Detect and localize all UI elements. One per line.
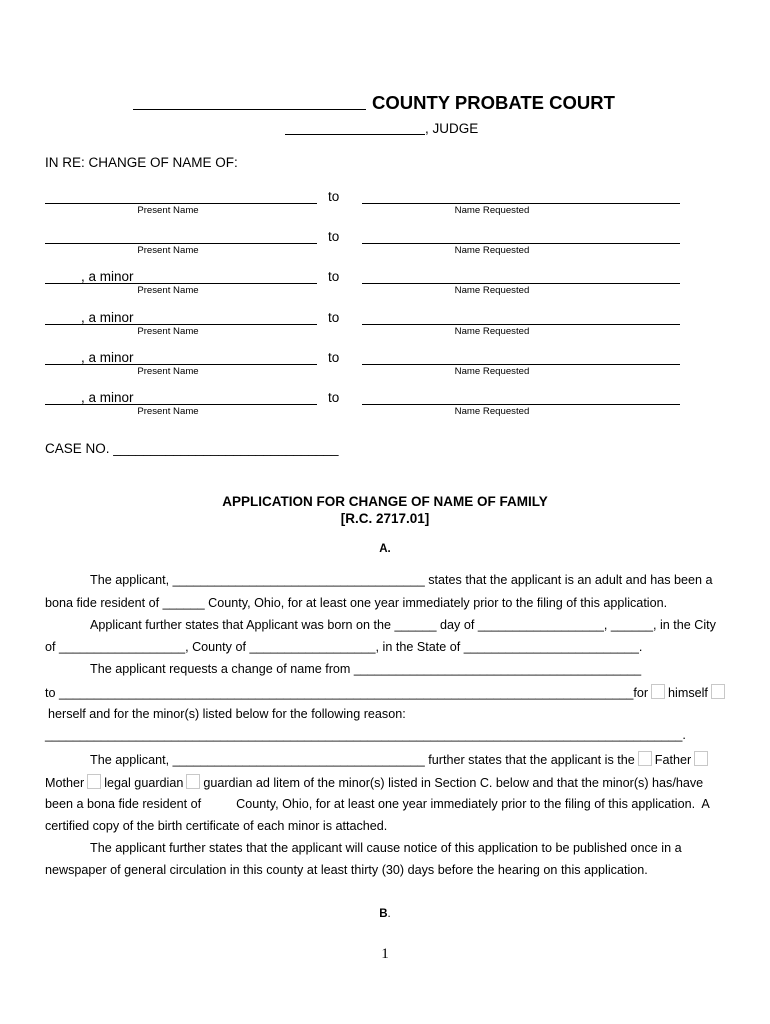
minor-prefix: , a minor [81, 269, 134, 285]
judge-label: , JUDGE [425, 121, 479, 136]
present-name-caption: Present Name [137, 285, 199, 297]
present-name-caption: Present Name [137, 325, 199, 337]
minor-prefix: , a minor [81, 309, 134, 325]
requested-name-caption: Name Requested [454, 205, 530, 216]
to-label: to [328, 229, 340, 245]
checkbox-legal-guardian[interactable] [87, 774, 101, 789]
checkbox-mother[interactable] [694, 751, 708, 766]
para-a-line-5: The applicant requests a change of name from _________________________________________ [90, 662, 642, 676]
to-label: to [328, 269, 340, 285]
requested-name-line[interactable] [362, 243, 680, 244]
requested-name-caption: Name Requested [454, 365, 530, 377]
present-name-caption: Present Name [137, 365, 199, 377]
checkbox-father[interactable] [638, 751, 652, 766]
court-title: COUNTY PROBATE COURT [372, 92, 615, 113]
para-a-line-11: been a bona fide resident of County, Ohio, for at least one year immediately prior to the filing of this application. A [45, 797, 710, 811]
himself-label: himself [668, 686, 708, 700]
statute-reference: [R.C. 2717.01] [340, 511, 430, 526]
present-name-line[interactable] [45, 243, 317, 244]
requested-name-line[interactable] [362, 404, 680, 405]
reason-line: ___________________________________________________________________________________________. [45, 728, 686, 742]
para-a-line-4: of __________________, County of __________________, in the State of _________________________. [45, 640, 643, 654]
in-re-heading: IN RE: CHANGE OF NAME OF: [45, 155, 238, 170]
present-name-caption: Present Name [137, 205, 199, 216]
judge-blank[interactable] [285, 134, 425, 135]
mother-label: Mother [45, 776, 85, 790]
para-a-line-14: newspaper of general circulation in this county at least thirty (30) days before the hearing on this application. [45, 863, 648, 877]
section-a-label: A. [379, 543, 391, 555]
checkbox-for[interactable] [651, 684, 665, 699]
minor-prefix: , a minor [81, 349, 134, 365]
para-a-line-6 [45, 684, 728, 700]
para-a-line-2: bona fide resident of ______ County, Ohio, for at least one year immediately prior to the filing of this application. [45, 596, 668, 610]
requested-name-caption: Name Requested [454, 245, 530, 257]
requested-name-line: to __________________________________________________________________________________for [45, 686, 649, 700]
para-a-line-13: The applicant further states that the applicant will cause notice of this application to be published once in a [90, 841, 682, 855]
para-a-line-3: Applicant further states that Applicant was born on the ______ day of __________________, ______, in the City [90, 618, 716, 632]
to-label: to [328, 309, 340, 325]
county-blank[interactable] [133, 109, 366, 110]
legal-guardian-label: legal guardian [104, 776, 184, 790]
checkbox-guardian-ad-litem[interactable] [186, 774, 200, 789]
section-b-label [0, 908, 770, 920]
checkbox-himself[interactable] [711, 684, 725, 699]
requested-name-caption: Name Requested [454, 406, 530, 417]
minor-prefix: , a minor [81, 390, 134, 405]
requested-name-line[interactable] [362, 203, 680, 204]
page-number: 1 [381, 946, 389, 962]
present-name-line[interactable] [45, 203, 317, 204]
father-label: Father [654, 753, 692, 767]
section-b-letter: B [379, 908, 388, 920]
requested-name-line[interactable] [362, 283, 680, 284]
to-label: to [328, 189, 340, 204]
to-label: to [328, 390, 340, 405]
requested-name-caption: Name Requested [454, 285, 530, 297]
section-b-dot: . [387, 908, 391, 920]
present-name-caption: Present Name [137, 245, 199, 257]
applicant-relation-text: The applicant, ____________________________________ further states that the applicant is the [90, 753, 635, 767]
requested-name-caption: Name Requested [454, 325, 530, 337]
para-a-line-12: certified copy of the birth certificate of each minor is attached. [45, 819, 388, 833]
to-label: to [328, 349, 340, 365]
guardian-ad-litem-text: guardian ad litem of the minor(s) listed in Section C. below and that the minor(s) has/have [203, 776, 704, 790]
case-number: CASE NO. ______________________________ [45, 441, 339, 456]
requested-name-line[interactable] [362, 364, 680, 365]
para-a-line-7: herself and for the minor(s) listed below for the following reason: [48, 707, 406, 721]
para-a-line-1: The applicant, ____________________________________ states that the applicant is an adult and has been a [90, 573, 713, 587]
para-a-line-10 [45, 774, 703, 790]
requested-name-line[interactable] [362, 324, 680, 325]
present-name-caption: Present Name [137, 406, 199, 417]
application-title: APPLICATION FOR CHANGE OF NAME OF FAMILY [222, 494, 548, 509]
para-a-line-9 [90, 751, 711, 767]
